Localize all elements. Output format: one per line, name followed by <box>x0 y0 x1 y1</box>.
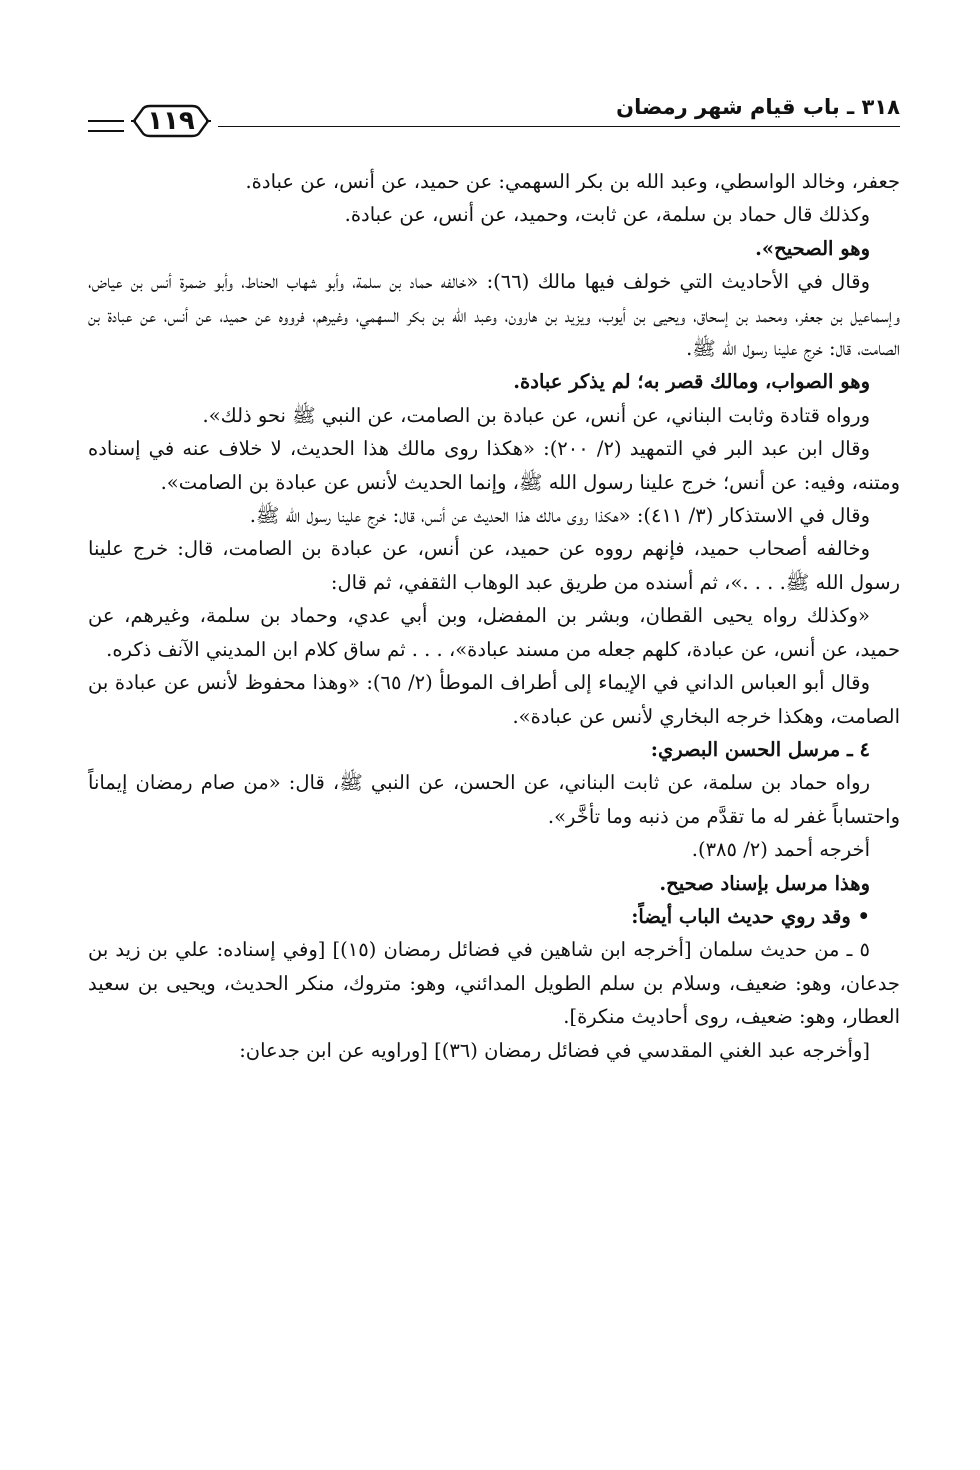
paragraph: وهذا مرسل بإسناد صحيح. <box>659 871 870 895</box>
paragraph: ورواه قتادة وثابت البناني، عن أنس، عن عبادة بن الصامت، عن النبي ﷺ نحو ذلك». <box>202 403 870 427</box>
page-header <box>88 92 900 140</box>
header-rule <box>218 126 900 127</box>
paragraph: وكذلك قال حماد بن سلمة، عن ثابت، وحميد، عن أنس، عن عبادة. <box>344 203 870 227</box>
paragraph: وهو الصواب، ومالك قصر به؛ لم يذكر عبادة. <box>513 370 870 394</box>
paragraph: • وقد روي حديث الباب أيضاً: <box>631 904 870 928</box>
paragraph: رواه حماد بن سلمة، عن ثابت البناني، عن الحسن، عن النبي ﷺ، قال: «من صام رمضان إيماناً واحتساباً غفر له ما تقدَّم من ذنبه وما تأخَّر». <box>88 771 900 828</box>
paragraph: ٥ ـ من حديث سلمان [أخرجه ابن شاهين في فضائل رمضان (١٥)] [وفي إسناده: علي بن زيد بن جدعان، وهو: ضعيف، وسلام بن سلم الطويل المدائني، وهو: متروك، منكر الحديث، ويحيى بن سعيد العطار، وهو: ضعيف، روى أحاديث منكرة]. <box>88 938 900 1029</box>
header-rule-double <box>88 120 124 132</box>
paragraph: «وكذلك رواه يحيى القطان، وبشر بن المفضل، وبن أبي عدي، وحماد بن سلمة، وغيرهم، عن حميد، عن أنس، عن عبادة، كلهم جعله من مسند عبادة»، . . . ثم ساق كلام ابن المديني الآنف ذكره. <box>88 604 900 661</box>
paragraph: وقال في الاستذكار (٣/ ٤١١): «هكذا روى مالك هذا الحديث عن أنس، قال: خرج علينا رسول الله ﷺ. <box>249 504 870 528</box>
paragraph: جعفر، وخالد الواسطي، وعبد الله بن بكر السهمي: عن حميد، عن أنس، عن عبادة. <box>245 170 900 193</box>
paragraph: وقال أبو العباس الداني في الإيماء إلى أطراف الموطأ (٢/ ٦٥): «وهذا محفوظ لأنس عن عبادة بن الصامت، وهكذا خرجه البخاري لأنس عن عبادة». <box>88 671 900 728</box>
paragraph: وقال ابن عبد البر في التمهيد (٢/ ٢٠٠): «هكذا روى مالك هذا الحديث، لا خلاف عنه في إسناده ومتنه، وفيه: عن أنس؛ خرج علينا رسول الله ﷺ، وإنما الحديث لأنس عن عبادة بن الصامت». <box>88 437 900 494</box>
paragraph: وقال في الأحاديث التي خولف فيها مالك (٦٦): «خالفه حماد بن سلمة، وأبو شهاب الحناط، وأبو ضمرة أنس بن عياض، وإسماعيل بن جعفر، ومحمد بن إسحاق، ويحيى بن أيوب، ويزيد بن هارون، وعبد الله بن بكر السهمي، وغيرهم، فرووه عن حميد، عن أنس، عن عبادة بن الصامت، قال: خرج علينا رسول الله ﷺ. <box>88 270 900 361</box>
paragraph: وخالفه أصحاب حميد، فإنهم رووه عن حميد، عن أنس، عن عبادة بن الصامت، قال: خرج علينا رسول الله ﷺ. . . .»، ثم أسنده من طريق عبد الوهاب الثقفي، ثم قال: <box>88 537 900 594</box>
running-title: ٣١٨ ـ باب قيام شهر رمضان <box>616 95 900 119</box>
body-text <box>88 165 900 1067</box>
paragraph: أخرجه أحمد (٢/ ٣٨٥). <box>691 838 870 862</box>
paragraph: [وأخرجه عبد الغني المقدسي في فضائل رمضان (٣٦)] [وراويه عن ابن جدعان: <box>239 1038 870 1062</box>
paragraph: وهو الصحيح». <box>755 236 870 260</box>
paragraph: ٤ ـ مرسل الحسن البصري: <box>650 737 870 761</box>
page-number: ١١٩ <box>147 106 195 136</box>
page-number-badge <box>130 102 212 140</box>
